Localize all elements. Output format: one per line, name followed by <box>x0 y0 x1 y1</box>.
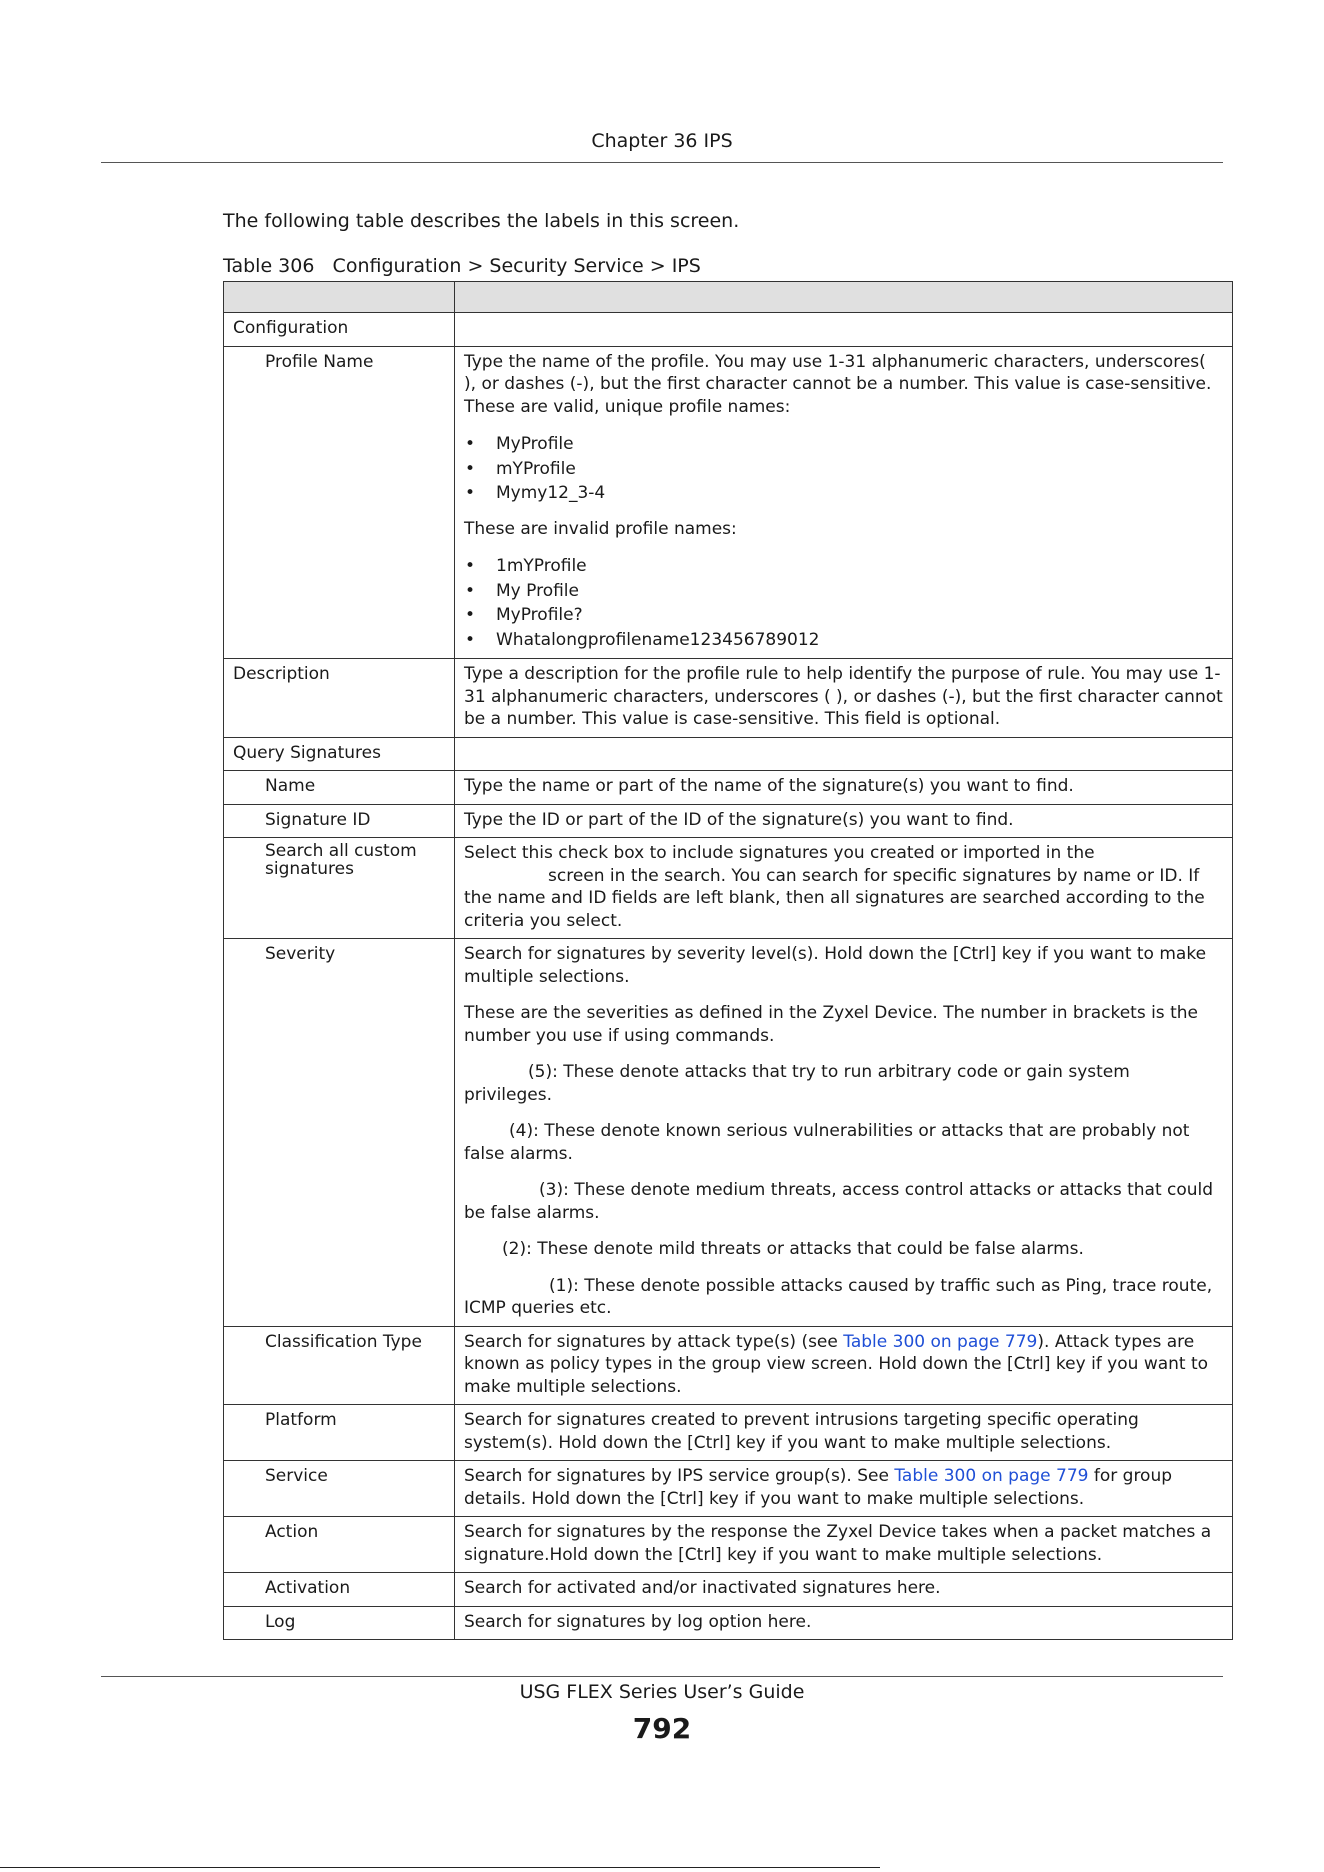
text-fragment: Search for signatures by attack type(s) (see <box>464 1331 844 1352</box>
table-row <box>224 659 1233 738</box>
row-label: Classification Type <box>224 1326 455 1405</box>
table-row <box>224 939 1233 1327</box>
row-label: Description <box>224 659 455 738</box>
row-description <box>455 838 1233 939</box>
table-row <box>224 1517 1233 1573</box>
row-description <box>455 939 1233 1327</box>
header-rule <box>101 162 1223 163</box>
table-row <box>224 1326 1233 1405</box>
row-label: Profile Name <box>224 346 455 659</box>
table-row <box>224 1405 1233 1461</box>
row-description <box>455 1326 1233 1405</box>
paragraph <box>464 842 1223 932</box>
valid-names-list <box>464 432 1223 506</box>
label-line: signatures <box>265 859 354 879</box>
list-item: • 1mYProfile <box>464 554 1223 579</box>
severity-level-3: (3): These denote medium threats, access control attacks or attacks that could be false alarms. <box>464 1180 1214 1223</box>
text-fragment: ). Attack types are known as policy types in the group view screen. Hold down the [Ctrl] key if you want to make multiple selections. <box>464 1331 1209 1397</box>
paragraph: Search for signatures by severity level(s). Hold down the [Ctrl] key if you want to make multiple selections. <box>464 944 1207 987</box>
paragraph: These are the severities as defined in the Zyxel Device. The number in brackets is the number you use if using commands. <box>464 1003 1198 1046</box>
row-label: Severity <box>224 939 455 1327</box>
row-label: Name <box>224 771 455 805</box>
table-caption: Table 306 Configuration > Security Service > IPS <box>223 255 701 277</box>
row-description: Search for signatures created to prevent intrusions targeting specific operating system(s). Hold down the [Ctrl] key if you want to make multiple selections. <box>455 1405 1233 1461</box>
row-description <box>455 1461 1233 1517</box>
label-line: Search all custom <box>265 841 417 861</box>
severity-level-1: (1): These denote possible attacks caused by traffic such as Ping, trace route, ICMP queries etc. <box>464 1275 1213 1318</box>
row-description: Type a description for the profile rule to help identify the purpose of rule. You may use 1-31 alphanumeric characters, underscores ( ), or dashes (-), but the first character cannot be a number. This value is case-sensitive. This field is optional. <box>455 659 1233 738</box>
list-item: • MyProfile <box>464 432 1223 457</box>
severity-level-5: (5): These denote attacks that try to run arbitrary code or gain system privileges. <box>464 1062 1130 1105</box>
row-description <box>455 313 1233 347</box>
list-item: • My Profile <box>464 579 1223 604</box>
invalid-names-list <box>464 554 1223 652</box>
row-description <box>455 737 1233 771</box>
table-row <box>224 313 1233 347</box>
list-item: • MyProfile? <box>464 603 1223 628</box>
table-row <box>224 771 1233 805</box>
header-cell-description <box>455 282 1233 313</box>
table-row <box>224 1606 1233 1640</box>
table-row <box>224 804 1233 838</box>
table-row <box>224 737 1233 771</box>
row-description: Search for activated and/or inactivated signatures here. <box>455 1573 1233 1607</box>
row-label: Action <box>224 1517 455 1573</box>
text-fragment: for group details. Hold down the [Ctrl] key if you want to make multiple selections. <box>464 1466 1173 1509</box>
text-line: Select this check box to include signatures you created or imported in the <box>464 843 1095 863</box>
row-label: Log <box>224 1606 455 1640</box>
guide-title: USG FLEX Series User’s Guide <box>519 1681 805 1703</box>
text-fragment: Search for signatures by IPS service group(s). See <box>464 1466 895 1486</box>
row-description: Search for signatures by log option here. <box>455 1606 1233 1640</box>
table-300-link[interactable]: Table 300 on page 779 <box>894 1466 1089 1486</box>
table-header-row <box>224 282 1233 313</box>
bottom-edge-rule <box>0 1867 880 1868</box>
table-row <box>224 346 1233 659</box>
row-description: Type the ID or part of the ID of the signature(s) you want to find. <box>455 804 1233 838</box>
list-item: • Mymy12_3-4 <box>464 481 1223 506</box>
table-300-link[interactable]: Table 300 on page 779 <box>843 1331 1038 1352</box>
table-row <box>224 1573 1233 1607</box>
page-number: 792 <box>632 1712 692 1745</box>
row-description: Type the name or part of the name of the signature(s) you want to find. <box>455 771 1233 805</box>
list-item: • mYProfile <box>464 457 1223 482</box>
row-label: Signature ID <box>224 804 455 838</box>
footer-rule <box>101 1676 1223 1677</box>
intro-text: The following table describes the labels in this screen. <box>223 210 740 232</box>
row-label: Activation <box>224 1573 455 1607</box>
table-row <box>224 838 1233 939</box>
row-label: Platform <box>224 1405 455 1461</box>
severity-level-4: (4): These denote known serious vulnerabilities or attacks that are probably not false alarms. <box>464 1121 1190 1164</box>
row-description <box>455 346 1233 659</box>
row-label: Configuration <box>224 313 455 347</box>
row-label: Service <box>224 1461 455 1517</box>
severity-level-2: (2): These denote mild threats or attacks that could be false alarms. <box>502 1239 1084 1259</box>
header-cell-label <box>224 282 455 313</box>
chapter-header: Chapter 36 IPS <box>591 130 733 152</box>
text-line: screen in the search. You can search for specific signatures by name or ID. If the name and ID fields are left blank, then all signatures are searched according to the criteria you select. <box>464 865 1205 931</box>
paragraph: Type the name of the profile. You may use 1-31 alphanumeric characters, underscores( ), or dashes (-), but the first character cannot be a number. This value is case-sensitive. These are valid, unique profile names: <box>464 351 1212 417</box>
row-description: Search for signatures by the response the Zyxel Device takes when a packet matches a signature.Hold down the [Ctrl] key if you want to make multiple selections. <box>455 1517 1233 1573</box>
row-label: Query Signatures <box>224 737 455 771</box>
row-label <box>224 838 455 939</box>
labels-table <box>223 281 1233 1640</box>
paragraph: These are invalid profile names: <box>464 518 737 539</box>
list-item: • Whatalongprofilename123456789012 <box>464 628 1223 653</box>
table-row <box>224 1461 1233 1517</box>
